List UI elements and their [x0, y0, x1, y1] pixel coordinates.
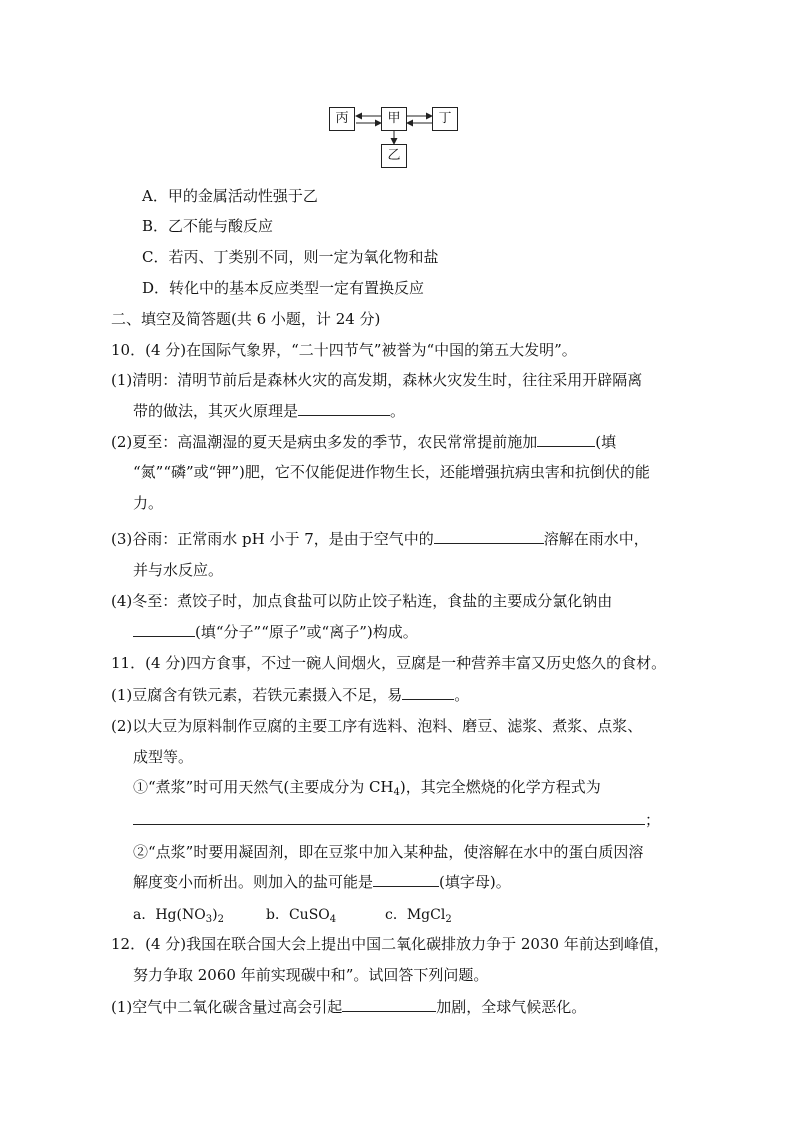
answer-blank[interactable]	[434, 529, 544, 544]
node-jia: 甲	[381, 107, 407, 131]
section-title: 二、填空及简答题(共 6 小题，计 24 分)	[111, 310, 381, 328]
option-a: A．甲的金属活动性强于乙	[142, 187, 318, 205]
option-c: C．若丙、丁类别不同，则一定为氧化物和盐	[142, 248, 439, 266]
q11-part2-line1: (2)以大豆为原料制作豆腐的主要工序有选料、泡料、磨豆、滤浆、煮浆、点浆、	[111, 717, 643, 735]
q11-choice-a: a．$Hg(NO_3)_2$	[133, 907, 224, 925]
q10-part2-line3: 力。	[133, 494, 164, 512]
q10-part2-text: (2)夏至：高温潮湿的夏天是病虫多发的季节，农民常常提前施加	[111, 433, 538, 451]
q11-sub1-post: )，其完全燃烧的化学方程式为	[399, 778, 601, 796]
option-b: B．乙不能与酸反应	[142, 217, 274, 235]
q11-sub1-end: ；	[645, 811, 661, 829]
answer-blank[interactable]	[133, 622, 195, 637]
q11-choice-b: b．CuSO$_4$	[266, 907, 337, 925]
q10-stem: 10．(4 分)在国际气象界，“二十四节气”被誉为“中国的第五大发明”。	[111, 341, 577, 359]
q11-choice-c: c．MgCl$_2$	[385, 907, 452, 925]
q10-part1-line2	[133, 401, 405, 421]
q11-part2-line2: 成型等。	[133, 748, 194, 766]
q11-sub1-line1	[133, 777, 601, 797]
diagram-arrows	[0, 0, 794, 200]
node-ding: 丁	[432, 107, 458, 131]
q12-part1-post: 加剧，全球气候恶化。	[436, 998, 587, 1016]
q10-part3-text: (3)谷雨：正常雨水 pH 小于 7，是由于空气中的	[111, 530, 434, 548]
q11-part1-text: (1)豆腐含有铁元素，若铁元素摄入不足，易	[111, 686, 403, 704]
answer-blank[interactable]	[342, 997, 436, 1012]
q11-sub2-line1: ②“点浆”时要用凝固剂，即在豆浆中加入某种盐，使溶解在水中的蛋白质因溶	[133, 843, 644, 861]
node-bing: 丙	[329, 107, 355, 131]
q10-part1-end: 。	[390, 402, 406, 420]
q12-stem-line2: 努力争取 2060 年前实现碳中和”。试回答下列问题。	[133, 966, 489, 984]
q11-sub1-text: ①“煮浆”时可用天然气(主要成分为 CH	[133, 778, 394, 796]
q10-part2-line2: “氮”“磷”或“钾”)肥，它不仅能促进作物生长，还能增强抗病虫害和抗倒伏的能	[133, 463, 650, 481]
answer-blank[interactable]	[373, 872, 439, 887]
q10-part2-post: (填	[595, 433, 617, 451]
option-d: D．转化中的基本反应类型一定有置换反应	[142, 279, 425, 297]
q11-part1	[111, 685, 469, 705]
subscript: 4	[393, 787, 400, 798]
q12-part1	[111, 997, 586, 1017]
q11-sub2-line2	[133, 872, 511, 892]
q12-stem-line1: 12．(4 分)我国在联合国大会上提出中国二氧化碳排放力争于 2030 年前达到峰值，	[111, 935, 669, 953]
q11-sub2-post: (填字母)。	[439, 873, 511, 891]
q12-part1-text: (1)空气中二氧化碳含量过高会引起	[111, 998, 343, 1016]
q10-part3-post: 溶解在雨水中，	[543, 530, 649, 548]
q10-part2-line1	[111, 432, 616, 452]
q11-sub2-text: 解度变小而析出。则加入的盐可能是	[133, 873, 374, 891]
q10-part4-post: (填“分子”“原子”或“离子”)构成。	[195, 623, 418, 641]
q11-stem: 11．(4 分)四方食事，不过一碗人间烟火，豆腐是一种营养丰富又历史悠久的食材。	[111, 654, 667, 672]
q10-part1-text: 带的做法，其灭火原理是	[133, 402, 299, 420]
node-yi: 乙	[381, 144, 407, 168]
q11-part1-end: 。	[454, 686, 470, 704]
answer-blank[interactable]	[402, 685, 454, 700]
answer-blank[interactable]	[537, 432, 595, 447]
answer-blank[interactable]	[298, 401, 390, 416]
q10-part3-line2: 并与水反应。	[133, 561, 224, 579]
answer-blank-equation[interactable]	[133, 810, 645, 825]
q10-part4-line1: (4)冬至：煮饺子时，加点食盐可以防止饺子粘连，食盐的主要成分氯化钠由	[111, 592, 613, 610]
q10-part4-line2	[133, 622, 418, 642]
q11-sub1-line2	[133, 810, 660, 830]
q10-part1-line1: (1)清明：清明节前后是森林火灾的高发期，森林火灾发生时，往往采用开辟隔离	[111, 371, 643, 389]
q10-part3-line1	[111, 529, 649, 549]
